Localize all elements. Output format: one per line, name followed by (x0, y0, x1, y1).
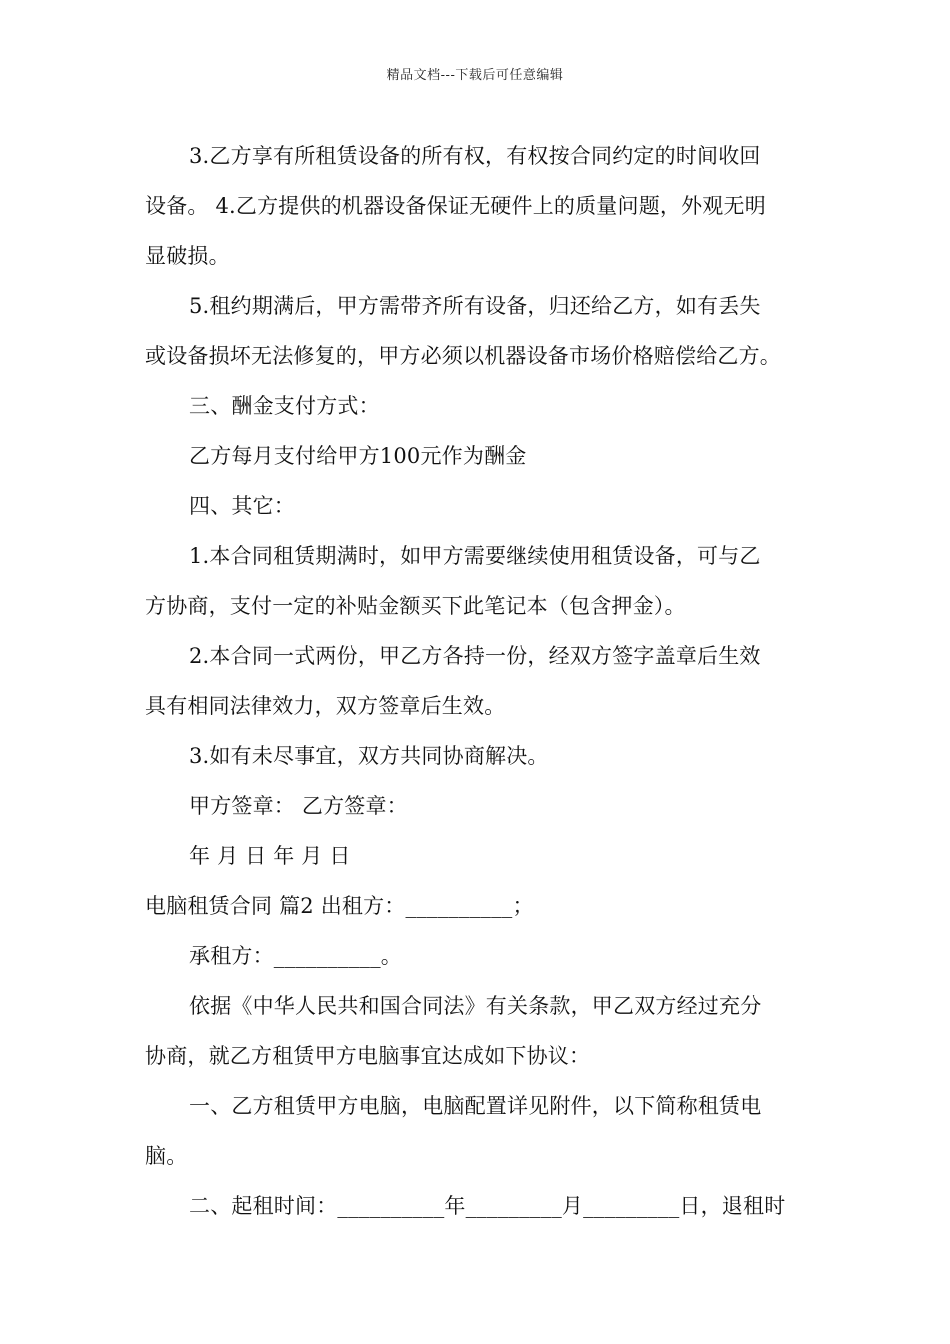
text-line: 或设备损坏无法修复的，甲方必须以机器设备市场价格赔偿给乙方。 (145, 344, 781, 368)
text-line: 依据《中华人民共和国合同法》有关条款，甲乙双方经过充分 (189, 994, 762, 1018)
text-line: 显破损。 (145, 244, 230, 268)
text-line: 2.本合同一式两份，甲乙方各持一份，经双方签字盖章后生效 (189, 644, 761, 668)
text-line: 二、起租时间：__________年_________月_________日，退租时 (189, 1194, 786, 1218)
date-line: 年 月 日 年 月 日 (189, 844, 351, 868)
contract-title-line: 电脑租赁合同 篇2 出租方：__________； (145, 894, 534, 918)
page-header: 精品文档---下载后可任意编辑 (386, 68, 564, 83)
text-line: 5.租约期满后，甲方需带齐所有设备，归还给乙方，如有丢失 (189, 294, 761, 318)
text-line: 协商，就乙方租赁甲方电脑事宜达成如下协议： (145, 1044, 591, 1068)
text-line: 设备。 4.乙方提供的机器设备保证无硬件上的质量问题，外观无明 (145, 194, 766, 218)
signature-line: 甲方签章： 乙方签章： (189, 794, 408, 818)
text-line: 一、乙方租赁甲方电脑，电脑配置详见附件，以下简称租赁电 (189, 1094, 762, 1118)
document-body (145, 131, 815, 1231)
text-line: 1.本合同租赁期满时，如甲方需要继续使用租赁设备，可与乙 (189, 544, 761, 568)
section-heading: 四、其它： (189, 494, 295, 518)
text-line: 脑。 (145, 1144, 188, 1168)
lessee-line: 承租方：__________。 (189, 944, 402, 968)
text-line: 方协商，支付一定的补贴金额买下此笔记本（包含押金）。 (145, 594, 686, 618)
text-line: 具有相同法律效力，双方签章后生效。 (145, 694, 506, 718)
text-line: 3.乙方享有所租赁设备的所有权，有权按合同约定的时间收回 (189, 144, 761, 168)
text-line: 乙方每月支付给甲方100元作为酬金 (189, 444, 527, 468)
section-heading: 三、酬金支付方式： (189, 394, 380, 418)
text-line: 3.如有未尽事宜，双方共同协商解决。 (189, 744, 549, 768)
